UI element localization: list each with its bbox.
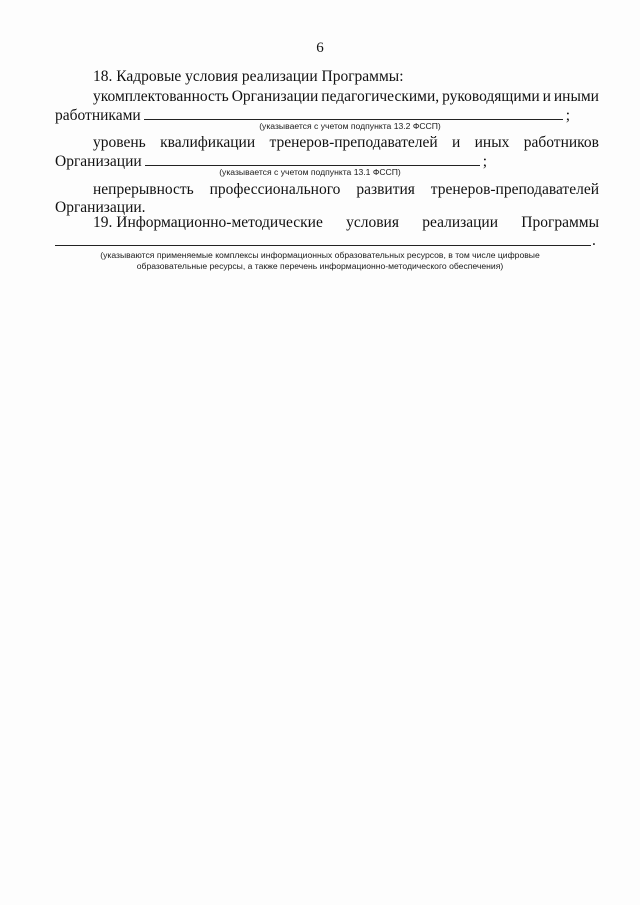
word: и — [542, 88, 551, 105]
word: и — [452, 134, 461, 151]
section-18-heading: 18. Кадровые условия реализации Программы: — [93, 68, 404, 85]
word: укомплектованность — [93, 88, 229, 105]
word: Программы — [521, 214, 599, 231]
word: руководящими — [442, 88, 540, 105]
staffing-blank — [144, 106, 563, 120]
word: развития — [356, 181, 415, 198]
word: реализации — [422, 214, 499, 231]
staffing-line — [93, 88, 599, 106]
staffing-continuation: работниками — [55, 107, 141, 124]
word: условия — [346, 214, 399, 231]
word: работников — [523, 134, 599, 151]
word: Организации — [231, 88, 319, 105]
staffing-end: ; — [565, 107, 570, 124]
section-19-end: . — [592, 232, 596, 249]
section-19-note-line-1: (указываются применяемые комплексы информационных образовательных ресурсов, в том числе цифровые — [100, 250, 540, 260]
development-continuation: Организации. — [55, 199, 146, 216]
section-19-line — [93, 214, 599, 232]
section-19-heading: 19. Информационно-методические — [93, 214, 323, 231]
section-19-note-line-2: образовательные ресурсы, а также перечень информационно-методического обеспечения) — [136, 261, 504, 271]
qualification-end: ; — [482, 153, 487, 170]
page-number: 6 — [316, 40, 324, 56]
word: тренеров-преподавателей — [430, 181, 599, 198]
word: непрерывность — [93, 181, 194, 198]
word: уровень — [93, 134, 146, 151]
word: иными — [553, 88, 599, 105]
staffing-note: (указывается с учетом подпункта 13.2 ФССП) — [259, 121, 441, 131]
qualification-continuation: Организации — [55, 153, 142, 170]
word: педагогическими, — [321, 88, 440, 105]
development-line — [93, 181, 599, 199]
qualification-blank — [145, 152, 480, 166]
word: квалификации — [160, 134, 256, 151]
word: тренеров-преподавателей — [269, 134, 438, 151]
section-19-blank — [55, 245, 591, 246]
qualification-note: (указывается с учетом подпункта 13.1 ФССП) — [219, 167, 401, 177]
word: профессионального — [209, 181, 341, 198]
word: иных — [474, 134, 510, 151]
qualification-line — [93, 134, 599, 152]
